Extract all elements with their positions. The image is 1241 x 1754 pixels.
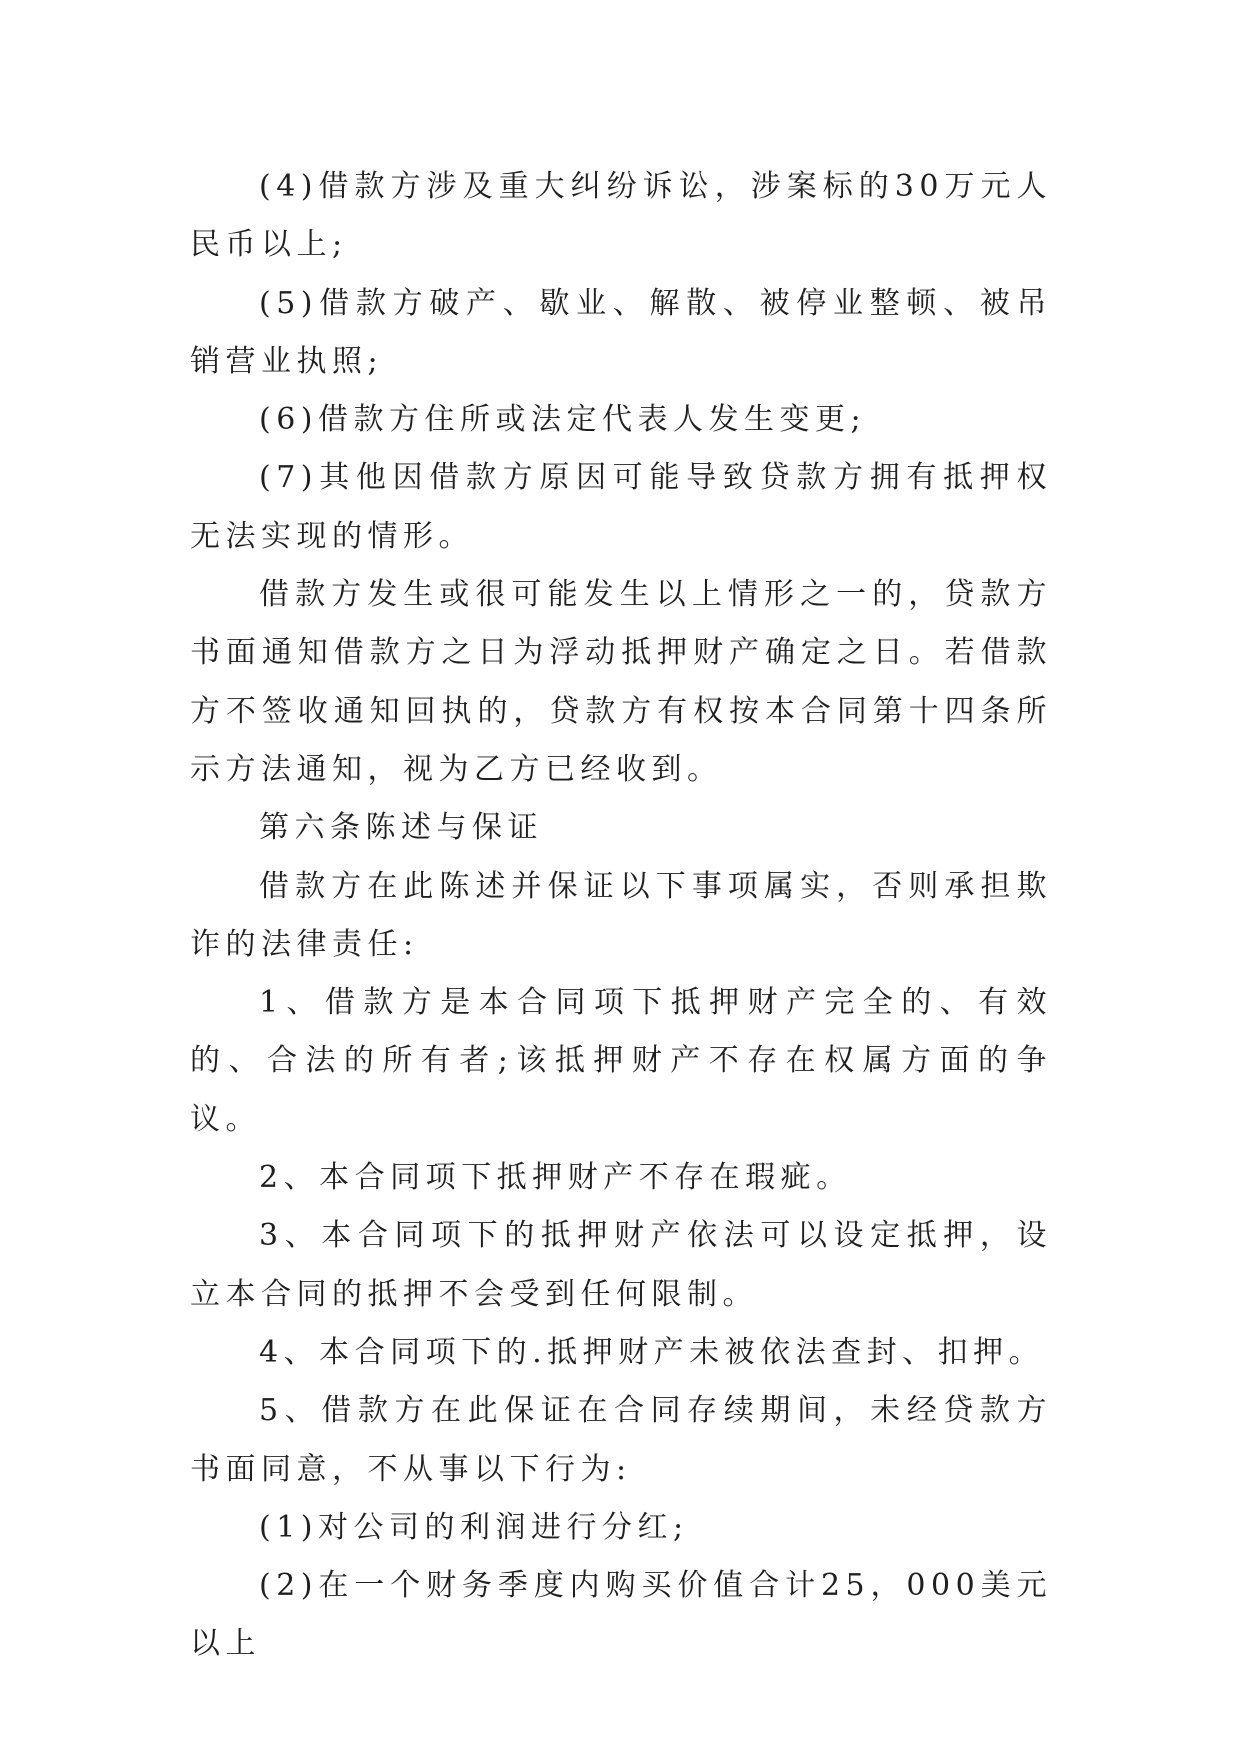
document-body (190, 158, 1052, 1674)
clause-5-bankruptcy: (5)借款方破产、歇业、解散、被停业整顿、被吊销营业执照; (190, 285, 1052, 379)
notice-paragraph: 借款方发生或很可能发生以上情形之一的，贷款方书面通知借款方之日为浮动抵押财产确定之日。若借款方不签收通知回执的，贷款方有权按本合同第十四条所示方法通知，视为乙方已经收到。 (190, 577, 1052, 787)
article-6-heading: 第六条陈述与保证 (259, 810, 543, 846)
clause-6-address-change: (6)借款方住所或法定代表人发生变更; (259, 402, 867, 438)
representation-item-2: 2、本合同项下抵押财产不存在瑕疵。 (259, 1160, 852, 1196)
representation-intro: 借款方在此陈述并保证以下事项属实，否则承担欺诈的法律责任: (190, 868, 1052, 962)
representation-item-4: 4、本合同项下的.抵押财产未被依法查封、扣押。 (259, 1334, 1045, 1370)
clause-7-other: (7)其他因借款方原因可能导致贷款方拥有抵押权无法实现的情形。 (190, 460, 1052, 554)
representation-item-1: 1、借款方是本合同项下抵押财产完全的、有效的、合法的所有者;该抵押财产不存在权属方面的争议。 (190, 985, 1052, 1137)
restriction-item-2: (2)在一个财务季度内购买价值合计25，000美元以上 (190, 1568, 1052, 1662)
representation-item-5: 5、借款方在此保证在合同存续期间，未经贷款方书面同意，不从事以下行为: (190, 1393, 1052, 1487)
restriction-item-1: (1)对公司的利润进行分红; (259, 1509, 689, 1545)
clause-4-lawsuit: (4)借款方涉及重大纠纷诉讼，涉案标的30万元人民币以上; (190, 169, 1052, 263)
representation-item-3: 3、本合同项下的抵押财产依法可以设定抵押，设立本合同的抵押不会受到任何限制。 (190, 1218, 1052, 1312)
